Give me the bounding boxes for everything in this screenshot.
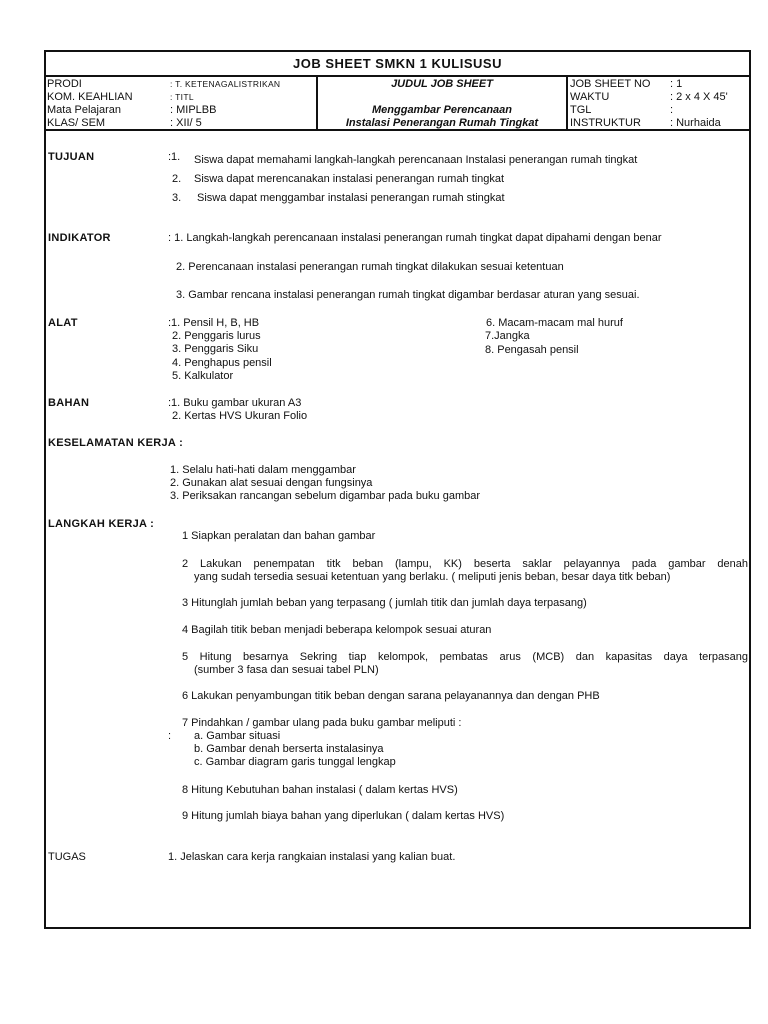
tgl-value: : — [670, 104, 674, 116]
header-middle-column — [316, 77, 568, 129]
bahan-item-2: 2. Kertas HVS Ukuran Folio — [172, 410, 308, 422]
indikator-item-3: 3. Gambar rencana instalasi penerangan rumah tingkat digambar berdasar aturan yang sesuai. — [176, 289, 640, 301]
langkah-step-5-line-2: (sumber 3 fasa dan sesuai tabel PLN) — [194, 664, 379, 676]
langkah-step-2-line-1: 2 Lakukan penempatan titk beban (lampu, KK) beserta saklar pelayannya pada gambar denah — [182, 558, 748, 570]
judul-line-2: Instalasi Penerangan Rumah Tingkat — [345, 117, 539, 129]
langkah-step-2-line-2: yang sudah tersedia sesuai ketentuan yang berlaku. ( meliputi jenis beban, besar daya titk beban) — [194, 571, 671, 583]
keselamatan-item-2: 2. Gunakan alat sesuai dengan fungsinya — [170, 477, 373, 489]
header-left-column — [46, 77, 316, 129]
job-sheet-frame — [44, 50, 751, 929]
tujuan-item-3: Siswa dapat menggambar instalasi penerangan rumah stingkat — [197, 192, 505, 204]
instruktur-value: : Nurhaida — [670, 117, 721, 129]
judul-heading: JUDUL JOB SHEET — [391, 78, 493, 90]
page-title: JOB SHEET SMKN 1 KULISUSU — [46, 52, 749, 77]
tujuan-item-2: Siswa dapat merencanakan instalasi penerangan rumah tingkat — [194, 173, 505, 185]
alat-label: ALAT — [48, 317, 78, 329]
job-sheet-no-label: JOB SHEET NO — [570, 78, 651, 90]
prodi-label: PRODI — [47, 78, 82, 90]
klas-sem-label: KLAS/ SEM — [47, 117, 106, 129]
langkah-step-7-colon: : — [168, 730, 172, 742]
alat-item-3: 3. Penggaris Siku — [172, 343, 259, 355]
keselamatan-item-3: 3. Periksakan rancangan sebelum digambar pada buku gambar — [170, 490, 481, 502]
langkah-step-7: 7 Pindahkan / gambar ulang pada buku gambar meliputi : — [182, 717, 462, 729]
tujuan-item-3-number: 3. — [172, 192, 182, 204]
alat-item-1: :1. Pensil H, B, HB — [168, 317, 260, 329]
langkah-step-1: 1 Siapkan peralatan dan bahan gambar — [182, 530, 376, 542]
indikator-item-1: : 1. Langkah-langkah perencanaan instalasi penerangan rumah tingkat dapat dipahami dengan benar — [168, 232, 662, 244]
langkah-step-7a: a. Gambar situasi — [194, 730, 281, 742]
langkah-step-7c: c. Gambar diagram garis tunggal lengkap — [194, 756, 396, 768]
waktu-value: : 2 x 4 X 45' — [670, 91, 728, 103]
kom-keahlian-label: KOM. KEAHLIAN — [47, 91, 133, 103]
keselamatan-item-1: 1. Selalu hati-hati dalam menggambar — [170, 464, 356, 476]
prodi-value: : T. KETENAGALISTRIKAN — [170, 79, 281, 89]
klas-sem-value: : XII/ 5 — [170, 117, 202, 129]
alat-item-7: 7.Jangka — [485, 330, 530, 342]
job-sheet-no-value: : 1 — [670, 78, 683, 90]
header-right-column — [568, 77, 751, 129]
langkah-step-5-line-1: 5 Hitung besarnya Sekring tiap kelompok, pembatas arus (MCB) dan kapasitas daya terpasang — [182, 651, 748, 663]
langkah-step-9: 9 Hitung jumlah biaya bahan yang diperlukan ( dalam kertas HVS) — [182, 810, 505, 822]
keselamatan-label: KESELAMATAN KERJA : — [48, 437, 184, 449]
alat-item-4: 4. Penghapus pensil — [172, 357, 272, 369]
tujuan-item-1-number: :1. — [168, 151, 181, 163]
langkah-kerja-label: LANGKAH KERJA : — [48, 518, 155, 530]
langkah-step-8: 8 Hitung Kebutuhan bahan instalasi ( dalam kertas HVS) — [182, 784, 458, 796]
header-table — [46, 77, 749, 131]
waktu-label: WAKTU — [570, 91, 610, 103]
langkah-step-6: 6 Lakukan penyambungan titik beban dengan sarana pelayanannya dan dengan PHB — [182, 690, 600, 702]
instruktur-label: INSTRUKTUR — [570, 117, 641, 129]
mata-pelajaran-value: : MIPLBB — [170, 104, 217, 116]
bahan-item-1: :1. Buku gambar ukuran A3 — [168, 397, 302, 409]
judul-line-1: Menggambar Perencanaan — [372, 104, 512, 116]
langkah-step-7b: b. Gambar denah berserta instalasinya — [194, 743, 384, 755]
alat-item-5: 5. Kalkulator — [172, 370, 234, 382]
alat-item-8: 8. Pengasah pensil — [485, 344, 579, 356]
tugas-label: TUGAS — [48, 851, 86, 863]
langkah-step-4: 4 Bagilah titik beban menjadi beberapa kelompok sesuai aturan — [182, 624, 492, 636]
kom-keahlian-value: : TITL — [170, 92, 194, 102]
tujuan-item-2-number: 2. — [172, 173, 182, 185]
langkah-step-3: 3 Hitunglah jumlah beban yang terpasang ( jumlah titik dan jumlah daya terpasang) — [182, 597, 587, 609]
indikator-label: INDIKATOR — [48, 232, 111, 244]
bahan-label: BAHAN — [48, 397, 90, 409]
tgl-label: TGL — [570, 104, 592, 116]
tugas-text: 1. Jelaskan cara kerja rangkaian instalasi yang kalian buat. — [168, 851, 456, 863]
alat-item-6: 6. Macam-macam mal huruf — [486, 317, 623, 329]
tujuan-label: TUJUAN — [48, 151, 95, 163]
alat-item-2: 2. Penggaris lurus — [172, 330, 261, 342]
indikator-item-2: 2. Perencanaan instalasi penerangan rumah tingkat dilakukan sesuai ketentuan — [176, 261, 564, 273]
tujuan-item-1: Siswa dapat memahami langkah-langkah perencanaan Instalasi penerangan rumah tingkat — [194, 154, 638, 166]
mata-pelajaran-label: Mata Pelajaran — [47, 104, 121, 116]
